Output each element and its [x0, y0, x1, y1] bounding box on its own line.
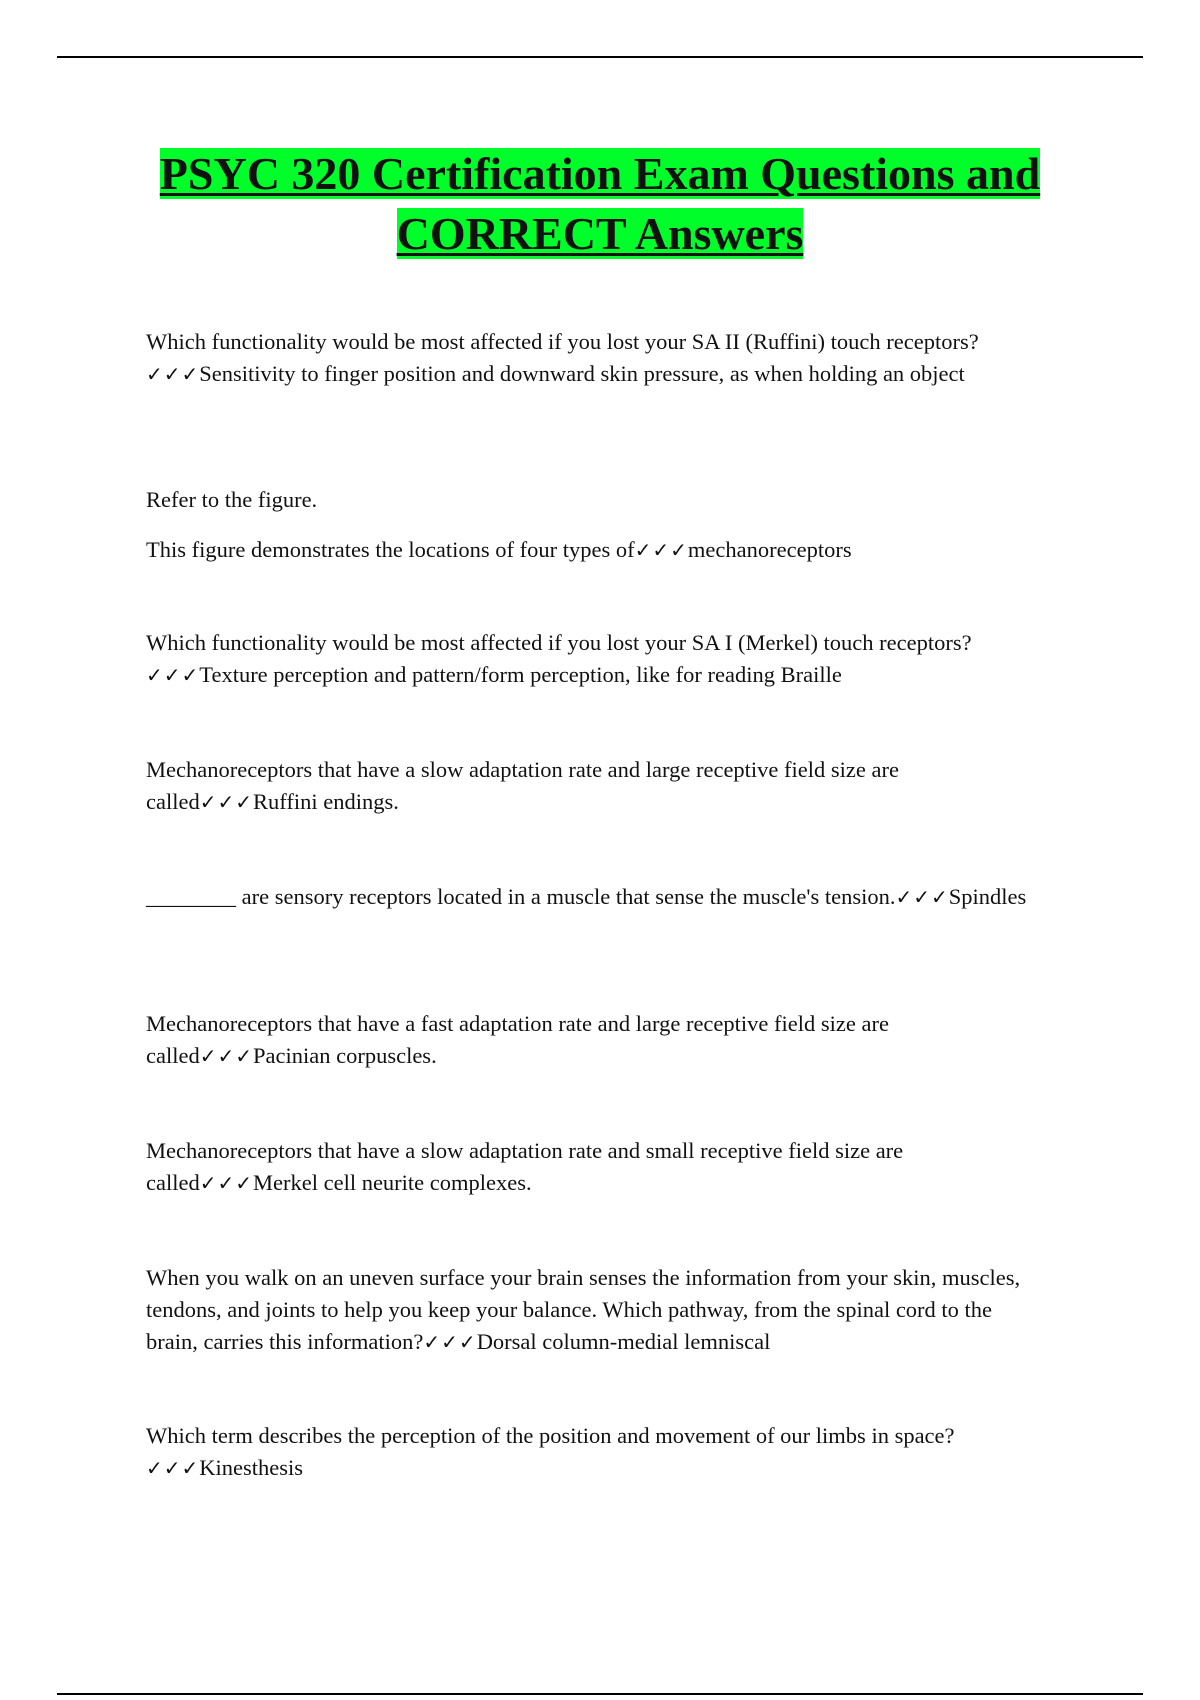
qa-item-2: [146, 484, 1046, 516]
question-text: Which functionality would be most affected if you lost your SA II (Ruffini) touch receptors?: [146, 329, 979, 354]
answer-text: Kinesthesis: [199, 1455, 304, 1480]
check-mark-icon: ✓✓✓: [199, 790, 253, 814]
answer-text: Ruffini endings.: [253, 789, 399, 814]
qa-item-7: [146, 1008, 1046, 1072]
qa-item-6: [146, 881, 1046, 913]
answer-text: mechanoreceptors: [687, 537, 852, 562]
check-mark-icon: ✓✓✓: [895, 885, 949, 909]
question-text: Mechanoreceptors that have a fast adaptation rate and large receptive field size are called: [146, 1011, 889, 1068]
question-text: When you walk on an uneven surface your brain senses the information from your skin, muscles, tendons, and joints to help you keep your balance. Which pathway, from the spinal cord to the brain, carries this information?: [146, 1265, 1021, 1354]
answer-text: Pacinian corpuscles.: [253, 1043, 437, 1068]
qa-item-1: [146, 326, 1046, 390]
answer-text: Texture perception and pattern/form perception, like for reading Braille: [199, 662, 842, 687]
check-mark-icon: ✓✓✓: [423, 1330, 477, 1354]
check-mark-icon: ✓✓✓: [146, 663, 200, 687]
check-mark-icon: ✓✓✓: [199, 1171, 253, 1195]
qa-item-5: [146, 754, 1046, 818]
check-mark-icon: ✓✓✓: [634, 538, 688, 562]
answer-text: Sensitivity to finger position and downward skin pressure, as when holding an object: [199, 361, 965, 386]
qa-item-8: [146, 1135, 1046, 1199]
question-text: Mechanoreceptors that have a slow adaptation rate and large receptive field size are called: [146, 757, 899, 814]
question-text: Which functionality would be most affected if you lost your SA I (Merkel) touch receptors?: [146, 630, 972, 655]
question-text: This figure demonstrates the locations of four types of: [146, 537, 635, 562]
check-mark-icon: ✓✓✓: [146, 362, 200, 386]
check-mark-icon: ✓✓✓: [146, 1456, 200, 1480]
title-text: PSYC 320 Certification Exam Questions and CORRECT Answers: [159, 148, 1041, 259]
qa-item-9: [146, 1262, 1046, 1358]
page-title: [100, 144, 1100, 264]
top-rule: [57, 56, 1143, 58]
question-text: Refer to the figure.: [146, 487, 318, 512]
question-text: ________ are sensory receptors located in a muscle that sense the muscle's tension.: [146, 884, 896, 909]
qa-item-10: [146, 1420, 1046, 1484]
qa-item-3: [146, 534, 1046, 566]
bottom-rule: [57, 1693, 1143, 1695]
check-mark-icon: ✓✓✓: [199, 1044, 253, 1068]
answer-text: Dorsal column-medial lemniscal: [476, 1329, 771, 1354]
answer-text: Spindles: [948, 884, 1027, 909]
qa-item-4: [146, 627, 1046, 691]
question-text: Mechanoreceptors that have a slow adaptation rate and small receptive field size are called: [146, 1138, 904, 1195]
answer-text: Merkel cell neurite complexes.: [253, 1170, 532, 1195]
question-text: Which term describes the perception of the position and movement of our limbs in space?: [146, 1423, 955, 1448]
